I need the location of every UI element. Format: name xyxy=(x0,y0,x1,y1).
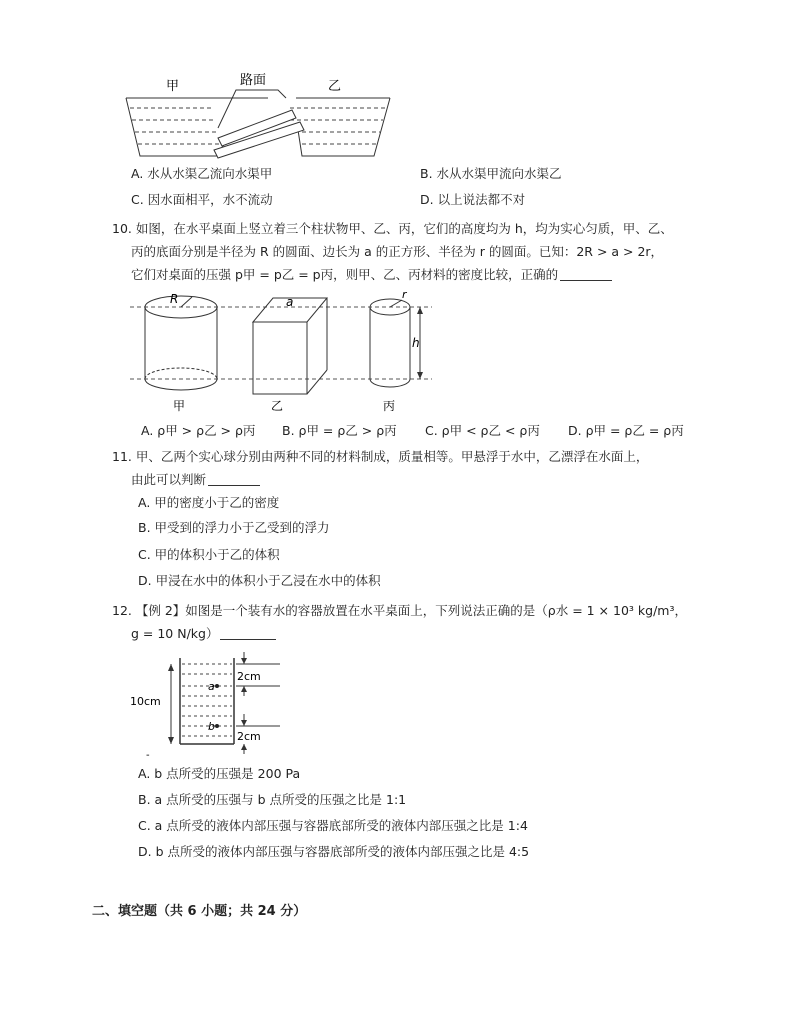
label-r: r xyxy=(402,290,407,301)
label-point-b: b xyxy=(208,720,215,733)
q10-option-d[interactable]: D. ρ甲 = ρ乙 = ρ丙 xyxy=(568,423,684,438)
label-bing: 丙 xyxy=(383,399,396,412)
q12-stem-line2 xyxy=(131,625,276,643)
label-h: h xyxy=(412,336,420,350)
stray-dash-mark: - xyxy=(146,750,150,760)
water-container-figure xyxy=(124,650,284,760)
q9-option-a[interactable]: A. 水从水渠乙流向水渠甲 xyxy=(131,166,273,181)
canal-figure xyxy=(118,68,398,168)
q11-option-b[interactable]: B. 甲受到的浮力小于乙受到的浮力 xyxy=(138,520,330,535)
q11-answer-blank[interactable] xyxy=(208,473,260,486)
q10-stem-line2: 丙的底面分别是半径为 R 的圆面、边长为 a 的正方形、半径为 r 的圆面。已知：2R > a > 2r， xyxy=(131,244,664,259)
label-point-a: a xyxy=(208,680,215,693)
point-b-dot xyxy=(215,724,219,728)
q11-option-a[interactable]: A. 甲的密度小于乙的密度 xyxy=(138,495,280,510)
q12-answer-blank[interactable] xyxy=(220,627,276,640)
section-2-title: 二、填空题（共 6 小题；共 24 分） xyxy=(92,904,307,919)
q12-option-b[interactable]: B. a 点所受的压强与 b 点所受的压强之比是 1:1 xyxy=(138,792,407,807)
q12-option-c[interactable]: C. a 点所受的液体内部压强与容器底部所受的液体内部压强之比是 1:4 xyxy=(138,818,528,833)
q12-stem-line1: 12. 【例 2】如图是一个装有水的容器放置在水平桌面上，下列说法正确的是（ρ水 = 1 × 10³ kg/m³， xyxy=(112,603,687,618)
label-a: a xyxy=(286,295,294,309)
q11-stem-line2-text: 由此可以判断 xyxy=(131,472,207,487)
label-bottom-2cm: 2cm xyxy=(237,730,261,743)
q10-answer-blank[interactable] xyxy=(560,268,612,281)
q12-option-d[interactable]: D. b 点所受的液体内部压强与容器底部所受的液体内部压强之比是 4:5 xyxy=(138,844,530,859)
label-top-2cm: 2cm xyxy=(237,670,261,683)
label-road: 路面 xyxy=(240,73,267,88)
q12-option-a[interactable]: A. b 点所受的压强是 200 Pa xyxy=(138,766,301,781)
q10-stem-line3 xyxy=(131,266,612,284)
q10-option-a[interactable]: A. ρ甲 > ρ乙 > ρ丙 xyxy=(141,423,256,438)
q9-option-d[interactable]: D. 以上说法都不对 xyxy=(420,192,526,207)
q9-option-b[interactable]: B. 水从水渠甲流向水渠乙 xyxy=(420,166,562,181)
q10-stem-line3-text: 它们对桌面的压强 p甲 = p乙 = p丙，则甲、乙、丙材料的密度比较，正确的 xyxy=(131,267,559,282)
label-jia: 甲 xyxy=(173,399,186,412)
q11-option-d[interactable]: D. 甲浸在水中的体积小于乙浸在水中的体积 xyxy=(138,573,381,588)
label-yi: 乙 xyxy=(271,399,284,412)
q9-option-c[interactable]: C. 因水面相平，水不流动 xyxy=(131,192,273,207)
q11-option-c[interactable]: C. 甲的体积小于乙的体积 xyxy=(138,547,280,562)
q10-option-b[interactable]: B. ρ甲 = ρ乙 > ρ丙 xyxy=(282,423,397,438)
three-columns-figure xyxy=(126,290,446,412)
point-a-dot xyxy=(215,684,219,688)
label-canal-yi: 乙 xyxy=(328,79,342,94)
q10-stem-line1: 10. 如图，在水平桌面上竖立着三个柱状物甲、乙、丙，它们的高度均为 h，均为实心匀质，甲、乙、 xyxy=(112,221,673,236)
label-canal-jia: 甲 xyxy=(166,79,180,94)
q11-stem-line2 xyxy=(131,471,260,489)
q12-stem-line2-text: g = 10 N/kg） xyxy=(131,626,219,641)
label-R: R xyxy=(170,292,179,306)
q11-stem-line1: 11. 甲、乙两个实心球分别由两种不同的材料制成，质量相等。甲悬浮于水中，乙漂浮在水面上， xyxy=(112,449,649,464)
q10-option-c[interactable]: C. ρ甲 < ρ乙 < ρ丙 xyxy=(425,423,540,438)
label-10cm: 10cm xyxy=(130,695,161,708)
